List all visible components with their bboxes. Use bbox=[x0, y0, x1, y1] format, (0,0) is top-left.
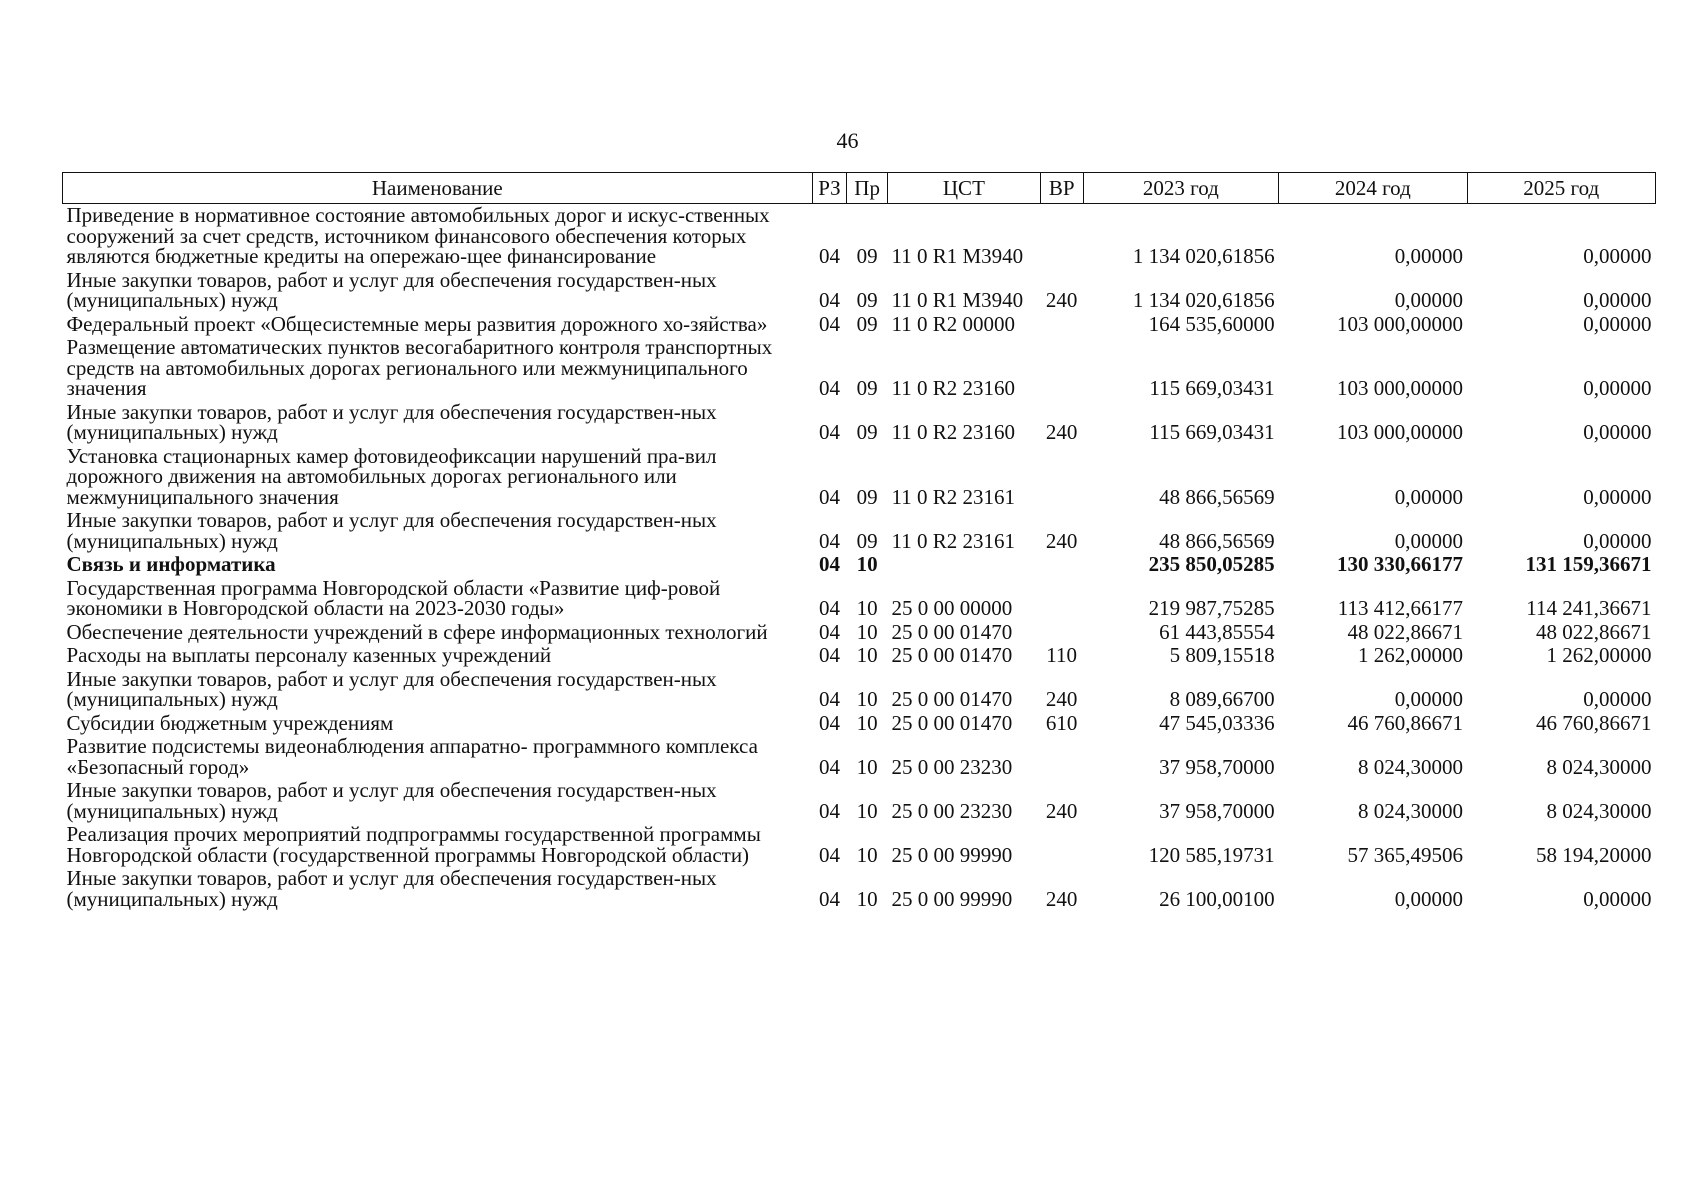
row-cst: 11 0 R2 23161 bbox=[891, 528, 1015, 553]
table-row bbox=[63, 621, 1656, 645]
header-rz: РЗ bbox=[812, 173, 847, 204]
row-2025: 131 159,36671 bbox=[1525, 552, 1652, 576]
header-2024: 2024 год bbox=[1279, 173, 1467, 204]
row-cst: 25 0 00 01470 bbox=[891, 619, 1013, 644]
row-cst: 25 0 00 99990 bbox=[891, 842, 1013, 867]
row-cst: 25 0 00 23230 bbox=[891, 754, 1013, 779]
table-row bbox=[63, 269, 1656, 313]
row-2025: 0,00000 bbox=[1583, 886, 1652, 911]
row-2024: 57 365,49506 bbox=[1347, 842, 1464, 867]
row-2024: 103 000,00000 bbox=[1337, 376, 1464, 400]
table-row bbox=[63, 577, 1656, 621]
row-rz: 04 bbox=[818, 311, 840, 336]
row-vr: 240 bbox=[1045, 886, 1078, 911]
row-2025: 0,00000 bbox=[1583, 311, 1652, 336]
row-cst bbox=[888, 553, 1041, 577]
row-pr: 10 bbox=[856, 798, 878, 823]
row-2023: 37 958,70000 bbox=[1159, 798, 1275, 823]
row-rz: 04 bbox=[818, 798, 840, 823]
row-cst: 25 0 00 01470 bbox=[891, 643, 1013, 667]
row-2025: 8 024,30000 bbox=[1546, 798, 1652, 823]
row-2023: 61 443,85554 bbox=[1159, 619, 1275, 644]
row-2023: 47 545,03336 bbox=[1159, 710, 1275, 735]
row-name: Иные закупки товаров, работ и услуг для обеспечения государствен-ных (муниципальных) нужд bbox=[66, 267, 717, 312]
row-name: Связь и информатика bbox=[66, 552, 276, 576]
row-2024: 1 262,00000 bbox=[1358, 643, 1464, 667]
row-2023: 8 089,66700 bbox=[1169, 687, 1275, 711]
row-vr bbox=[1040, 577, 1083, 621]
row-pr: 09 bbox=[856, 244, 878, 268]
row-vr: 240 bbox=[1045, 687, 1078, 711]
table-row bbox=[63, 867, 1656, 911]
header-vr: ВР bbox=[1040, 173, 1083, 204]
table-row bbox=[63, 204, 1656, 269]
row-rz: 04 bbox=[818, 552, 840, 576]
row-2025: 0,00000 bbox=[1583, 528, 1652, 553]
row-vr: 240 bbox=[1045, 798, 1078, 823]
page-number: 46 bbox=[836, 128, 859, 153]
row-pr: 10 bbox=[856, 596, 878, 620]
table-row bbox=[63, 668, 1656, 712]
row-vr bbox=[1040, 735, 1083, 779]
row-2025: 58 194,20000 bbox=[1536, 842, 1652, 867]
header-cst: ЦСТ bbox=[888, 173, 1041, 204]
row-cst: 25 0 00 99990 bbox=[891, 886, 1013, 911]
row-rz: 04 bbox=[818, 710, 840, 735]
row-rz: 04 bbox=[818, 643, 840, 667]
row-name: Иные закупки товаров, работ и услуг для обеспечения государствен-ных (муниципальных) нужд bbox=[66, 866, 717, 911]
row-cst: 25 0 00 01470 bbox=[891, 687, 1013, 711]
row-vr bbox=[1040, 553, 1083, 577]
row-rz: 04 bbox=[818, 687, 840, 711]
row-name: Реализация прочих мероприятий подпрограммы государственной программы Новгородской области (государственной программы Новгородской области) bbox=[66, 822, 761, 867]
row-pr: 10 bbox=[856, 552, 878, 576]
row-2023: 5 809,15518 bbox=[1169, 643, 1275, 667]
row-name: Иные закупки товаров, работ и услуг для обеспечения государствен-ных (муниципальных) нужд bbox=[66, 399, 717, 444]
row-rz: 04 bbox=[818, 596, 840, 620]
row-cst: 25 0 00 00000 bbox=[891, 596, 1013, 620]
row-pr: 09 bbox=[856, 311, 878, 336]
row-vr bbox=[1040, 336, 1083, 401]
row-2024: 8 024,30000 bbox=[1358, 798, 1464, 823]
row-pr: 10 bbox=[856, 710, 878, 735]
row-pr: 10 bbox=[856, 687, 878, 711]
row-2024: 0,00000 bbox=[1394, 886, 1464, 911]
row-name: Приведение в нормативное состояние автомобильных дорог и искус-ственных сооружений за счет средств, источником финансового обеспечения которых являются бюджетные кредиты на опережаю-щее финансирование bbox=[66, 203, 770, 268]
row-2024: 0,00000 bbox=[1394, 687, 1464, 711]
row-vr: 240 bbox=[1045, 528, 1078, 553]
row-name: Федеральный проект «Общесистемные меры развития дорожного хо-зяйства» bbox=[66, 311, 768, 336]
row-2024: 0,00000 bbox=[1394, 244, 1464, 268]
row-cst: 11 0 R2 23161 bbox=[891, 484, 1015, 509]
row-name: Установка стационарных камер фотовидеофиксации нарушений пра-вил дорожного движения на автомобильных дорогах регионального или межмуниципального значения bbox=[66, 443, 717, 509]
row-pr: 10 bbox=[856, 754, 878, 779]
row-pr: 09 bbox=[856, 420, 878, 444]
row-cst: 25 0 00 01470 bbox=[891, 710, 1013, 735]
row-2025: 0,00000 bbox=[1583, 484, 1652, 509]
row-2023: 26 100,00100 bbox=[1159, 886, 1275, 911]
row-pr: 09 bbox=[856, 484, 878, 509]
row-pr: 10 bbox=[856, 619, 878, 644]
row-rz: 04 bbox=[818, 886, 840, 911]
row-2023: 48 866,56569 bbox=[1159, 484, 1275, 509]
row-2023: 1 134 020,61856 bbox=[1132, 244, 1275, 268]
row-rz: 04 bbox=[818, 376, 840, 400]
row-2024: 48 022,86671 bbox=[1347, 619, 1464, 644]
row-vr bbox=[1040, 621, 1083, 645]
row-name: Развитие подсистемы видеонаблюдения аппаратно- программного комплекса «Безопасный город» bbox=[66, 734, 758, 779]
row-vr: 610 bbox=[1045, 710, 1078, 735]
table-row bbox=[63, 401, 1656, 445]
table-row bbox=[63, 336, 1656, 401]
row-2025: 0,00000 bbox=[1583, 288, 1652, 312]
row-2025: 46 760,86671 bbox=[1536, 710, 1652, 735]
row-2024: 113 412,66177 bbox=[1337, 596, 1464, 620]
row-2025: 0,00000 bbox=[1583, 687, 1652, 711]
row-2023: 120 585,19731 bbox=[1148, 842, 1275, 867]
table-row bbox=[63, 735, 1656, 779]
row-name: Государственная программа Новгородской области «Развитие циф-ровой экономики в Новгородской области на 2023-2030 годы» bbox=[66, 575, 721, 620]
row-2023: 115 669,03431 bbox=[1149, 420, 1275, 444]
table-row bbox=[63, 779, 1656, 823]
row-name: Субсидии бюджетным учреждениям bbox=[66, 710, 394, 735]
row-2024: 0,00000 bbox=[1394, 484, 1464, 509]
table-row bbox=[63, 553, 1656, 577]
row-2023: 37 958,70000 bbox=[1159, 754, 1275, 779]
row-cst: 11 0 R1 M3940 bbox=[891, 288, 1024, 312]
table-row bbox=[63, 509, 1656, 553]
table-row bbox=[63, 313, 1656, 337]
row-2024: 0,00000 bbox=[1394, 288, 1464, 312]
row-2023: 1 134 020,61856 bbox=[1132, 288, 1275, 312]
row-rz: 04 bbox=[818, 619, 840, 644]
table-header-row bbox=[63, 173, 1656, 204]
row-rz: 04 bbox=[818, 484, 840, 509]
row-cst: 11 0 R2 00000 bbox=[891, 311, 1015, 336]
row-rz: 04 bbox=[818, 244, 840, 268]
row-vr bbox=[1040, 204, 1083, 269]
table-row bbox=[63, 823, 1656, 867]
row-pr: 10 bbox=[856, 842, 878, 867]
row-2024: 46 760,86671 bbox=[1347, 710, 1464, 735]
header-pr: Пр bbox=[847, 173, 888, 204]
row-vr: 240 bbox=[1045, 288, 1078, 312]
header-name: Наименование bbox=[63, 173, 813, 204]
row-pr: 10 bbox=[856, 643, 878, 667]
row-name: Размещение автоматических пунктов весогабаритного контроля транспортных средств на автомобильных дорогах регионального или межмуниципального значения bbox=[66, 335, 773, 400]
row-2023: 115 669,03431 bbox=[1149, 376, 1275, 400]
header-2025: 2025 год bbox=[1467, 173, 1655, 204]
row-pr: 10 bbox=[856, 886, 878, 911]
row-name: Иные закупки товаров, работ и услуг для обеспечения государствен-ных (муниципальных) нужд bbox=[66, 666, 717, 711]
row-2025: 1 262,00000 bbox=[1546, 643, 1652, 667]
row-2024: 103 000,00000 bbox=[1337, 311, 1464, 336]
row-2025: 114 241,36671 bbox=[1526, 596, 1652, 620]
row-2025: 48 022,86671 bbox=[1536, 619, 1652, 644]
row-pr: 09 bbox=[856, 288, 878, 312]
row-2023: 48 866,56569 bbox=[1159, 528, 1275, 553]
row-2023: 164 535,60000 bbox=[1148, 311, 1275, 336]
row-rz: 04 bbox=[818, 842, 840, 867]
row-cst: 11 0 R2 23160 bbox=[891, 420, 1015, 444]
row-cst: 11 0 R2 23160 bbox=[891, 376, 1015, 400]
row-cst: 25 0 00 23230 bbox=[891, 798, 1013, 823]
row-vr bbox=[1040, 445, 1083, 510]
budget-table bbox=[62, 172, 1656, 911]
row-2025: 0,00000 bbox=[1583, 376, 1652, 400]
row-name: Иные закупки товаров, работ и услуг для обеспечения государствен-ных (муниципальных) нужд bbox=[66, 778, 717, 823]
table-row bbox=[63, 712, 1656, 736]
header-2023: 2023 год bbox=[1083, 173, 1279, 204]
row-pr: 09 bbox=[856, 528, 878, 553]
row-2025: 0,00000 bbox=[1583, 420, 1652, 444]
row-rz: 04 bbox=[818, 754, 840, 779]
row-rz: 04 bbox=[818, 420, 840, 444]
row-rz: 04 bbox=[818, 528, 840, 553]
table-row bbox=[63, 644, 1656, 668]
row-2023: 235 850,05285 bbox=[1148, 552, 1275, 576]
table-row bbox=[63, 445, 1656, 510]
table-body bbox=[63, 204, 1656, 912]
row-2025: 0,00000 bbox=[1583, 244, 1652, 268]
row-2024: 103 000,00000 bbox=[1337, 420, 1464, 444]
row-name: Иные закупки товаров, работ и услуг для обеспечения государствен-ных (муниципальных) нужд bbox=[66, 508, 717, 553]
row-2024: 0,00000 bbox=[1394, 528, 1464, 553]
row-2023: 219 987,75285 bbox=[1148, 596, 1275, 620]
row-vr bbox=[1040, 313, 1083, 337]
row-vr: 110 bbox=[1046, 643, 1078, 667]
row-rz: 04 bbox=[818, 288, 840, 312]
row-2024: 8 024,30000 bbox=[1358, 754, 1464, 779]
row-2025: 8 024,30000 bbox=[1546, 754, 1652, 779]
row-vr bbox=[1040, 823, 1083, 867]
row-vr: 240 bbox=[1045, 420, 1078, 444]
row-cst: 11 0 R1 M3940 bbox=[891, 244, 1024, 268]
row-2024: 130 330,66177 bbox=[1337, 552, 1464, 576]
row-pr: 09 bbox=[856, 376, 878, 400]
row-name: Обеспечение деятельности учреждений в сфере информационных технологий bbox=[66, 619, 768, 644]
row-name: Расходы на выплаты персоналу казенных учреждений bbox=[66, 643, 552, 667]
